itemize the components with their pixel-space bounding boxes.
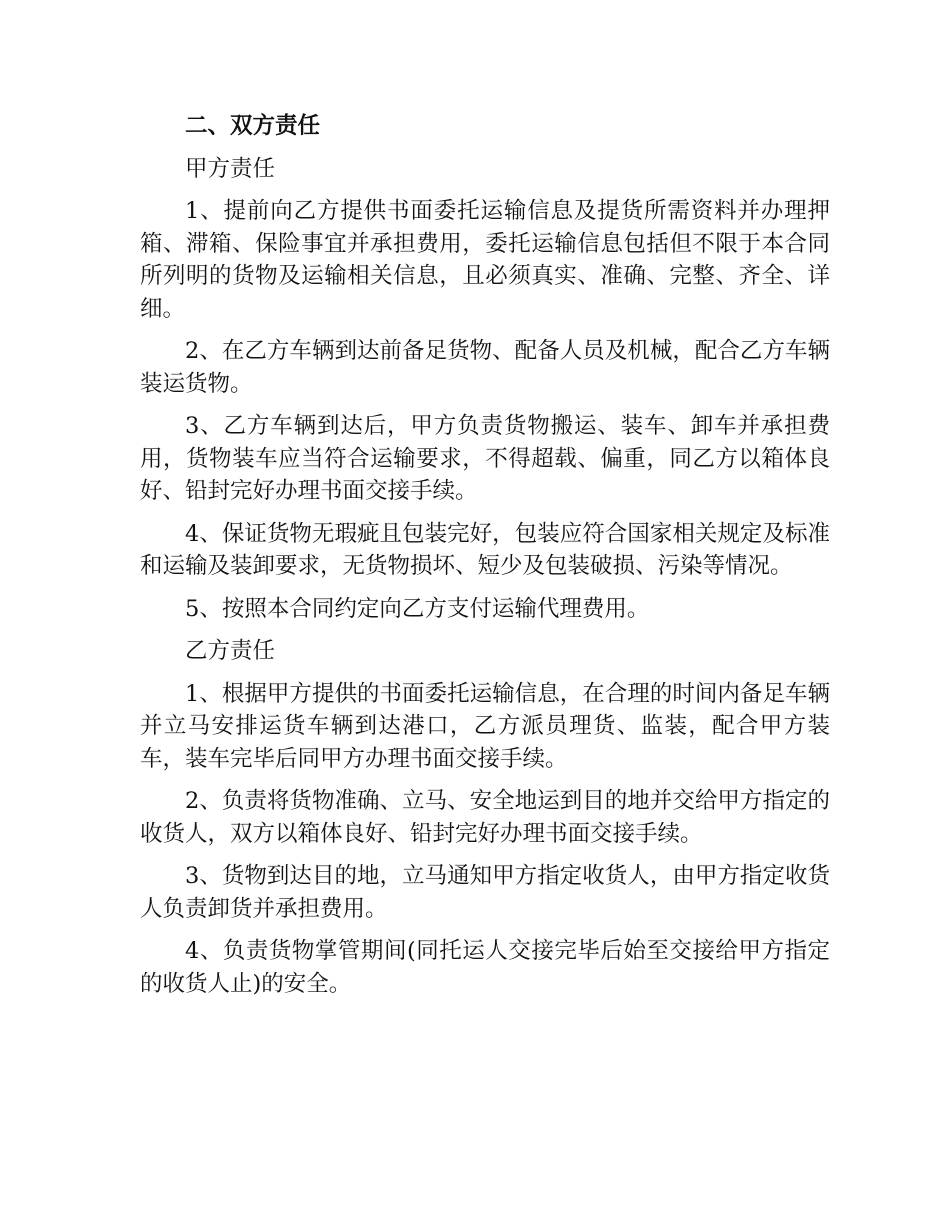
document-body — [140, 110, 830, 1010]
section-title: 二、双方责任 — [185, 113, 321, 139]
party-a-item-5: 5、按照本合同约定向乙方支付运输代理费用。 — [185, 595, 650, 622]
party-a-item-3: 3、乙方车辆到达后，甲方负责货物搬运、装车、卸车并承担费用，货物装车应当符合运输要求，不得超载、偏重，同乙方以箱体良好、铅封完好办理书面交接手续。 — [140, 413, 830, 504]
party-a-item-4: 4、保证货物无瑕疵且包装完好，包装应符合国家相关规定及标准和运输及装卸要求，无货物损坏、短少及包装破损、污染等情况。 — [140, 520, 830, 579]
party-b-item-3: 3、货物到达目的地，立马通知甲方指定收货人，由甲方指定收货人负责卸货并承担费用。 — [140, 863, 830, 922]
party-b-item-4: 4、负责货物掌管期间(同托运人交接完毕后始至交接给甲方指定的收货人止)的安全。 — [140, 938, 830, 997]
party-a-item-1: 1、提前向乙方提供书面委托运输信息及提货所需资料并办理押箱、滞箱、保险事宜并承担费用，委托运输信息包括但不限于本合同所列明的货物及运输相关信息，且必须真实、准确、完整、齐全、详细。 — [140, 198, 830, 322]
party-b-item-1: 1、根据甲方提供的书面委托运输信息，在合理的时间内备足车辆并立马安排运货车辆到达港口，乙方派员理货、监装，配合甲方装车，装车完毕后同甲方办理书面交接手续。 — [140, 680, 830, 772]
party-a-item-2: 2、在乙方车辆到达前备足货物、配备人员及机械，配合乙方车辆装运货物。 — [140, 338, 830, 397]
party-b-heading: 乙方责任 — [185, 638, 276, 664]
party-b-item-2: 2、负责将货物准确、立马、安全地运到目的地并交给甲方指定的收货人，双方以箱体良好、铅封完好办理书面交接手续。 — [140, 788, 830, 847]
party-a-heading: 甲方责任 — [185, 155, 276, 182]
